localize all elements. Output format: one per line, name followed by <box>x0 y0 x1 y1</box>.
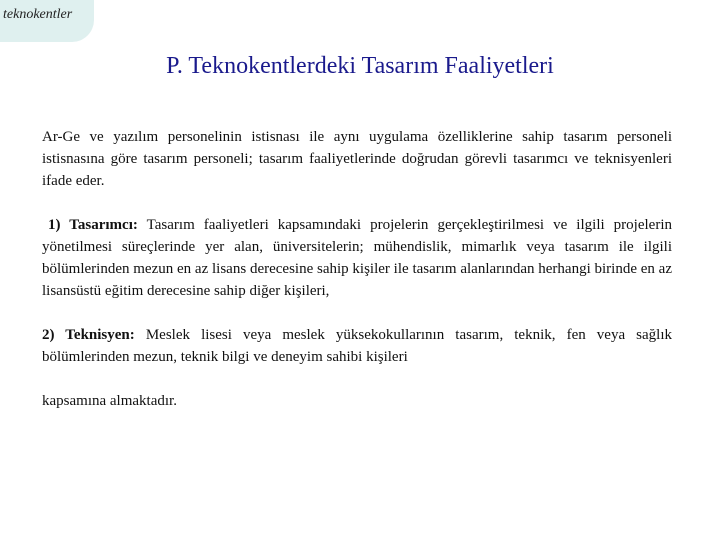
item-tasarimci-text: Tasarım faaliyetleri kapsamındaki projelerin gerçekleştirilmesi ve ilgili projelerin yönetilmesi süreçlerinde yer alan, üniversitelerin; mühendislik, mimarlık veya tasarım ile ilgili bölümlerinden mezun en az lisans derecesine sahip kişiler ile tasarım alanlarından herhangi birinde en az lisansüstü eğitim derecesine sahip diğer kişileri, <box>42 217 672 299</box>
item-tasarimci <box>42 214 672 302</box>
corner-tab <box>0 0 94 42</box>
item-teknisyen <box>42 324 672 368</box>
slide-title: P. Teknokentlerdeki Tasarım Faaliyetleri <box>166 53 554 79</box>
item-teknisyen-text: Meslek lisesi veya meslek yüksekokullarının tasarım, teknik, fen veya sağlık bölümlerinden mezun, teknik bilgi ve deneyim sahibi kişileri <box>42 327 672 365</box>
slide-content <box>42 126 672 412</box>
item-tasarimci-heading: 1) Tasarımcı: <box>48 217 138 233</box>
corner-label: teknokentler <box>3 7 73 22</box>
closing-paragraph: kapsamına almaktadır. <box>42 393 177 409</box>
item-teknisyen-heading: 2) Teknisyen: <box>42 327 135 343</box>
intro-paragraph: Ar-Ge ve yazılım personelinin istisnası ile aynı uygulama özelliklerine sahip tasarım personeli istisnasına göre tasarım personeli; tasarım faaliyetlerinde doğrudan görevli tasarımcı ve teknisyenleri ifade eder. <box>42 129 672 189</box>
